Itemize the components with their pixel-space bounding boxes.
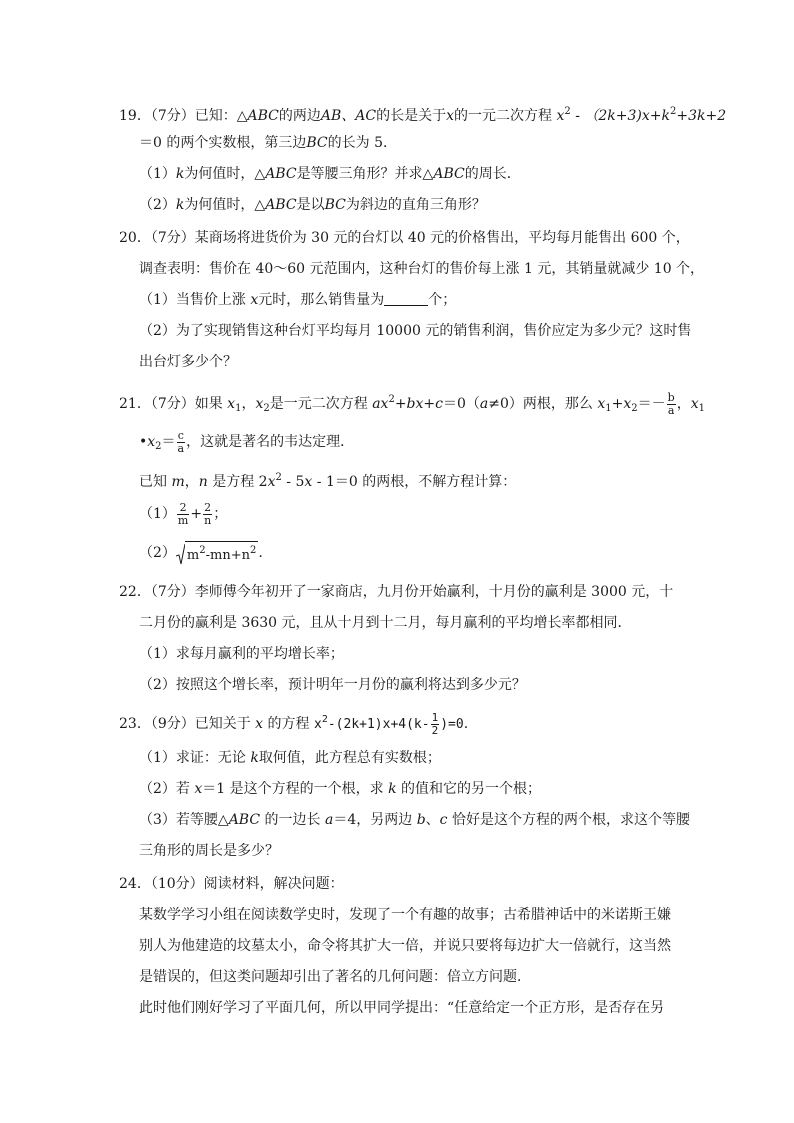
q21-part1: （1） $\frac{2}{m}$ + $\frac{2}{n}$ ；	[139, 500, 228, 527]
q22-line2: 二月份的赢利是 3630 元，且从十月到十二月，每月赢利的平均增长率都相同．	[139, 615, 632, 631]
q22-part2: （2）按照这个增长率，预计明年一月份的赢利将达到多少元？	[139, 677, 526, 693]
q21-line1: 21．（7分）如果 $x_1$，$x_2$是一元二次方程 $ax^2+bx+c=0(a\ne 0)$两根，那么 $x_1+x_2=-$ $\frac{b}{a}$ ，$x_1$	[119, 390, 705, 417]
q24-para2: 别人为他建造的坟墓太小，命令将其扩大一倍，并说只要将每边扩大一倍就行，这当然	[139, 938, 671, 954]
square-root-expression: $m^2-mn+n^2$	[176, 541, 258, 565]
q22-line1: 22．（7分）李师傅今年初开了一家商店，九月份开始赢利，十月份的赢利是 3000 元，十	[119, 584, 674, 600]
fraction-1-over-2: $\frac{1}{2}$	[431, 711, 439, 737]
answer-blank	[384, 291, 428, 306]
q20-line1: 20．（7分）某商场将进货价为 30 元的台灯以 40 元的价格售出，平均每月能售出 600 个，	[119, 230, 690, 246]
radical-sign-icon	[176, 543, 185, 565]
q19-part2: （2）k为何值时，△ABC是以BC为斜边的直角三角形？	[139, 197, 486, 213]
q21-line3: 已知 m，n 是方程 $2x^2 - 5x - 1=0$ 的两根，不解方程计算：	[139, 472, 517, 490]
fraction-b-over-a: $\frac{b}{a}$	[667, 390, 675, 417]
fraction-2-over-m: $\frac{2}{m}$	[177, 500, 189, 527]
q24-line1: 24．（10分）阅读材料，解决问题：	[119, 876, 344, 892]
q19-part1: （1）k为何值时，△ABC是等腰三角形？并求△ABC的周长．	[139, 166, 521, 182]
q24-para4: 此时他们刚好学习了平面几何，所以甲同学提出：“任意给定一个正方形，是否存在另	[139, 1000, 665, 1016]
q20-line2: 调查表明：售价在 40～60 元范围内，这种台灯的售价每上涨 1 元，其销量就减少 10 个，	[139, 261, 705, 277]
fraction-2-over-n: $\frac{2}{n}$	[204, 500, 212, 527]
q23-part2: （2）若 x＝1 是这个方程的一个根，求 k 的值和它的另一个根；	[139, 781, 542, 797]
q23-part1: （1）求证：无论 k取何值，此方程总有实数根；	[139, 750, 441, 766]
q24-para3: 是错误的，但这类问题却引出了著名的几何问题：倍立方问题．	[139, 969, 531, 985]
q21-line2: $•x_2=$ $\frac{c}{a}$ ，这就是著名的韦达定理．	[139, 428, 355, 455]
q20-part2: （2）为了实现销售这种台灯平均每月 10000 元的销售利润，售价应定为多少元？这时售	[139, 323, 692, 339]
q23-line1: 23．（9分）已知关于 x 的方程 $x^2-(2k+1)x+4(k-$ $\frac{1}{2}$ )=0.	[119, 711, 469, 737]
fraction-c-over-a: $\frac{c}{a}$	[177, 428, 185, 455]
q24-para1: 某数学学习小组在阅读数学史时，发现了一个有趣的故事；古希腊神话中的米诺斯王嫌	[139, 907, 671, 923]
q23-part3: （3）若等腰△ABC 的一边长 a＝4，另两边 b、c 恰好是这个方程的两个根，求这个等腰	[139, 812, 690, 828]
q23-part3-cont: 三角形的周长是多少？	[139, 843, 279, 859]
q21-part2: （2） $m^2-mn+n^2$ .	[139, 540, 263, 566]
q19-line1: 19．（7分）已知：△ABC的两边AB、AC的长是关于x的一元二次方程 $x^2 - (2k+3)x+k^2+3k+2$	[119, 106, 727, 124]
q19-line2: ＝0 的两个实数根，第三边BC的长为 5．	[139, 135, 397, 151]
q20-part1: （1）当售价上涨 x元时，那么销售量为 个；	[139, 292, 457, 308]
q20-part2-cont: 出台灯多少个？	[139, 354, 237, 370]
q22-part1: （1）求每月赢利的平均增长率；	[139, 646, 344, 662]
